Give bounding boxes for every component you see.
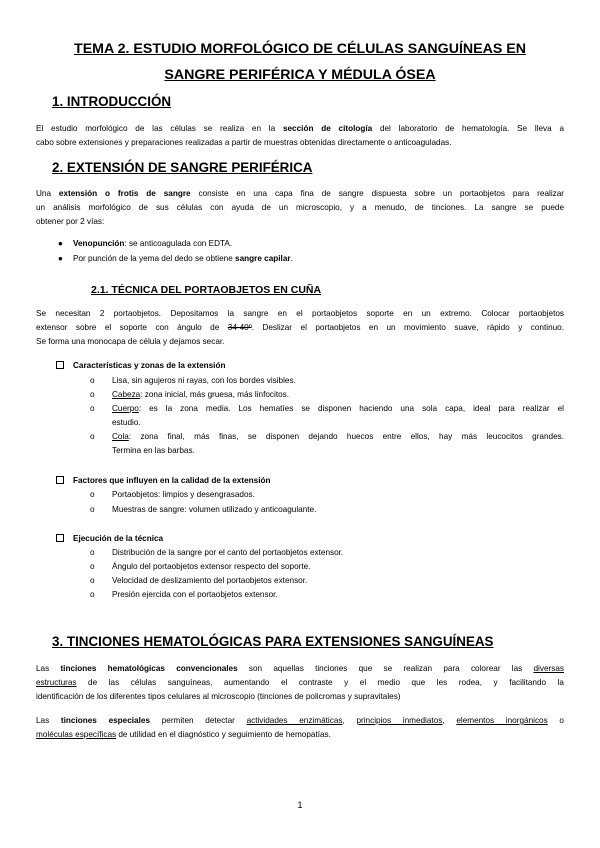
- list-item-line: [112, 430, 564, 444]
- underlined-term: estructuras: [36, 678, 77, 687]
- list-item-text: Velocidad de deslizamiento del portaobjetos extensor.: [112, 576, 308, 585]
- list-item: [90, 388, 564, 402]
- underlined-term: Cola: [112, 432, 129, 441]
- text-run: : zona inicial, más gruesa, más linfocitos.: [140, 390, 290, 399]
- bullet-dot-icon: ●: [58, 239, 63, 248]
- list-item-line: Termina en las barbas.: [112, 446, 195, 455]
- paragraph-line: Se necesitan 2 portaobjetos. Depositamos la sangre en el portaobjetos soporte en un extremo. Colocar portaobjetos: [36, 309, 564, 318]
- underlined-term: moléculas específicas: [36, 730, 117, 739]
- bullet-item: [58, 252, 293, 266]
- paragraph-line: identificación de los diferentes tipos celulares al microscopio (tinciones de policromas y supravitales): [36, 692, 401, 701]
- underlined-term: actividades enzimáticas: [246, 716, 343, 725]
- list-item: [90, 488, 564, 502]
- paragraph-line: [36, 187, 564, 201]
- paragraph-line: un análisis morfológico de sus células con ayuda de un microscopio, y a menudo, de tinciones. La sangre se puede: [36, 203, 564, 212]
- paragraph-introduccion: [36, 122, 564, 150]
- bold-term: Venopunción: [73, 239, 125, 248]
- text-run: de utilidad en el diagnóstico y seguimiento de hemopatías.: [116, 730, 331, 739]
- underlined-term: elementos inorgánicos: [456, 716, 548, 725]
- circle-bullet-icon: o: [90, 404, 95, 413]
- underlined-term: principios inmediatos: [356, 716, 443, 725]
- circle-bullet-icon: o: [90, 376, 95, 385]
- list-item-text: Portaobjetos: limpios y desengrasados.: [112, 490, 255, 499]
- text-run: extensor sobre el soporte con ángulo de: [36, 323, 228, 332]
- checkbox-heading-ejecucion: [56, 534, 163, 543]
- bold-term: extensión o frotis de sangre: [58, 189, 191, 198]
- list-item: [90, 574, 564, 588]
- bullet-dot-icon: ●: [58, 254, 63, 263]
- text-run: : zona final, más finas, se disponen dejando huecos entre ellos, hay más leucocitos grandes.: [128, 432, 564, 441]
- bold-term: tinciones hematológicas convencionales: [60, 664, 238, 673]
- circle-bullet-icon: o: [90, 490, 95, 499]
- list-item-line: estudio.: [112, 418, 141, 427]
- text-run: Una: [36, 189, 59, 198]
- text-run: son aquellas tinciones que se realizan para colorear las: [237, 664, 534, 673]
- text-run: Las: [36, 664, 61, 673]
- list-item: [90, 560, 564, 574]
- text-run: permiten detectar: [150, 716, 247, 725]
- paragraph-line: [36, 676, 564, 690]
- text-run: del laboratorio de hematología. Se lleva a: [372, 124, 564, 133]
- circle-bullet-icon: o: [90, 590, 95, 599]
- paragraph-extension: [36, 187, 564, 229]
- list-item: [90, 503, 564, 517]
- bullet-item: [58, 237, 232, 251]
- list-item: [90, 546, 564, 560]
- list-item-text: [112, 402, 564, 430]
- circle-bullet-icon: o: [90, 390, 95, 399]
- text-run: : se anticoagulada con EDTA.: [124, 239, 233, 248]
- list-item-line: [112, 402, 564, 416]
- text-run: o: [547, 716, 564, 725]
- list-item-text: [112, 388, 564, 402]
- underlined-term: Cabeza: [112, 390, 141, 399]
- paragraph-tecnica: [36, 307, 564, 349]
- list-item: [90, 588, 564, 602]
- checkbox-heading-factores: [56, 476, 270, 485]
- checkbox-heading-caracteristicas: [56, 361, 225, 370]
- underlined-term: Cuerpo: [112, 404, 139, 413]
- square-bullet-icon: [56, 476, 64, 484]
- paragraph-line: [36, 662, 564, 676]
- text-run: Las: [36, 716, 61, 725]
- bold-term: tinciones especiales: [60, 716, 150, 725]
- document-title: [40, 36, 560, 88]
- circle-bullet-icon: o: [90, 505, 95, 514]
- title-line-1: TEMA 2. ESTUDIO MORFOLÓGICO DE CÉLULAS SANGUÍNEAS EN: [74, 41, 526, 57]
- list-item-text: Presión ejercida con el portaobjetos extensor.: [112, 590, 278, 599]
- text-run: ,: [442, 716, 457, 725]
- subheading-text: Características y zonas de la extensión: [73, 361, 226, 370]
- circle-bullet-icon: o: [90, 576, 95, 585]
- circle-bullet-icon: o: [90, 548, 95, 557]
- list-item: [90, 430, 564, 458]
- list-item-text: [112, 430, 564, 458]
- text-run: Por punción de la yema del dedo se obtiene: [73, 254, 236, 263]
- paragraph-tinciones-convencionales: [36, 662, 564, 704]
- heading-tecnica-cuna: 2.1. TÉCNICA DEL PORTAOBJETOS EN CUÑA: [91, 284, 322, 296]
- paragraph-line: [36, 321, 564, 335]
- heading-extension: 2. EXTENSIÓN DE SANGRE PERIFÉRICA: [52, 160, 313, 175]
- list-item: [90, 374, 564, 388]
- list-item: [90, 402, 564, 430]
- paragraph-line: Se forma una monocapa de célula y dejamos secar.: [36, 337, 225, 346]
- list-item-text: Lisa, sin agujeros ni rayas, con los bordes visibles.: [112, 376, 296, 385]
- paragraph-tinciones-especiales: [36, 714, 564, 742]
- paragraph-line: [36, 122, 564, 136]
- text-run: consiste en una capa fina de sangre dispuesta sobre un portaobjetos para realizar: [190, 189, 565, 198]
- list-item-text: Ángulo del portaobjetos extensor respecto del soporte.: [112, 562, 311, 571]
- text-run: . Deslizar el portaobjetos en un movimiento suave, rápido y continuo.: [251, 323, 565, 332]
- struck-text: 34-40º: [227, 323, 252, 332]
- bold-term: sección de citología: [282, 124, 373, 133]
- paragraph-line: [36, 714, 564, 728]
- circle-bullet-icon: o: [90, 432, 95, 441]
- list-item-text: Muestras de sangre: volumen utilizado y anticoagulante.: [112, 505, 317, 514]
- page-number: 1: [297, 800, 303, 810]
- text-run: .: [290, 254, 293, 263]
- circle-bullet-icon: o: [90, 562, 95, 571]
- square-bullet-icon: [56, 361, 64, 369]
- square-bullet-icon: [56, 534, 64, 542]
- paragraph-line: [36, 728, 564, 742]
- text-run: El estudio morfológico de las células se realiza en la: [36, 124, 283, 133]
- list-item-text: Distribución de la sangre por el canto del portaobjetos extensor.: [112, 548, 344, 557]
- bold-term: sangre capilar: [235, 254, 291, 263]
- heading-tinciones: 3. TINCIONES HEMATOLÓGICAS PARA EXTENSIONES SANGUÍNEAS: [52, 634, 494, 649]
- heading-introduccion: 1. INTRODUCCIÓN: [52, 94, 172, 109]
- text-run: : es la zona media. Los hematíes se disponen haciendo una sola capa, ideal para realizar el: [138, 404, 564, 413]
- title-line-2: SANGRE PERIFÉRICA Y MÉDULA ÓSEA: [164, 67, 436, 83]
- text-run: de las células sanguíneas, aumentando el contraste y el medio que les rodea, y facilitando la: [76, 678, 564, 687]
- paragraph-line: cabo sobre extensiones y preparaciones realizadas a partir de muestras obtenidas directamente o anticoaguladas.: [36, 138, 452, 147]
- subheading-text: Factores que influyen en la calidad de la extensión: [73, 476, 271, 485]
- text-run: ,: [342, 716, 357, 725]
- subheading-text: Ejecución de la técnica: [73, 534, 164, 543]
- paragraph-line: obtener por 2 vías:: [36, 217, 105, 226]
- underlined-term: diversas: [533, 664, 564, 673]
